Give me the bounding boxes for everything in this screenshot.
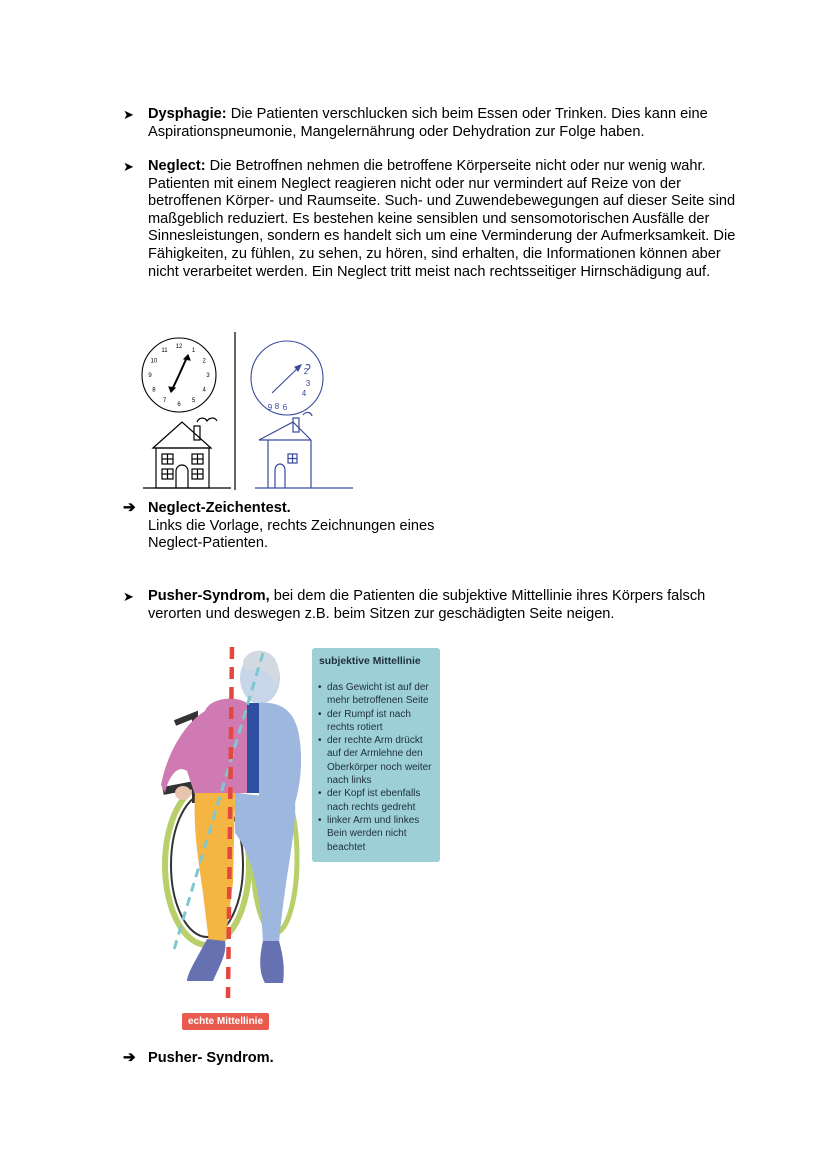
clock-numeral: 4 (301, 389, 307, 398)
infobox-item: • der Kopf ist ebenfalls nach rechts gedreht (318, 787, 438, 814)
infobox-item: • der Rumpf ist nach rechts rotiert (318, 708, 438, 735)
pusher-term: Pusher-Syndrom, (148, 588, 270, 604)
infobox-list (318, 681, 438, 854)
neglect-term: Neglect: (148, 158, 206, 174)
clock-numeral: 8 (274, 402, 280, 411)
arrowhead-bullet-icon: ➤ (123, 589, 134, 604)
clock-numeral: 4 (202, 387, 206, 394)
clock-numeral: 3 (206, 373, 210, 379)
infobox-item: • das Gewicht ist auf der mehr betroffenen Seite (318, 681, 438, 708)
arrowhead-bullet-icon: ➤ (123, 159, 134, 174)
right-arrow-icon: ➔ (123, 1049, 136, 1066)
clock-numeral: 1 (191, 347, 196, 354)
neglect-text: Die Betroffnen nehmen die betroffene Körperseite nicht oder nur wenig wahr. Patienten mit einem Neglect reagieren nicht oder nur vermindert auf Reize von der betroffenen Körper- und Raumseite. Such- und Zuwendebewegungen auf dieser Seite sind maßgeblich reduziert. Es bestehen keine sensiblen und sensomotorischen Ausfälle der Sinnesleistungen, sondern es handelt sich um eine Verminderung der Aufmerksamkeit. Die Fähigkeiten, zu fühlen, zu sehen, zu hören, sind erhalten, die Informationen können aber nicht verarbeitet werden. Ein Neglect tritt meist nach rechtsseitiger Hirnschädigung auf. (148, 158, 736, 280)
pusher-figure-caption (123, 1050, 743, 1068)
neglect-paragraph (123, 158, 743, 281)
caption-title: Neglect-Zeichentest. (148, 500, 291, 516)
clock-numeral: 6 (282, 403, 288, 412)
pusher-text: bei dem die Patienten die subjektive Mittellinie ihres Körpers falsch verorten und deswegen z.B. beim Sitzen zur geschädigten Seite neigen. (148, 588, 706, 622)
caption-title: Pusher- Syndrom. (148, 1050, 274, 1066)
clock-numeral: 12 (175, 344, 183, 350)
dysphagie-paragraph (123, 106, 743, 141)
true-midline-label: echte Mittellinie (182, 1013, 269, 1030)
infobox-title: subjektive Mittellinie (319, 656, 421, 667)
pusher-paragraph (123, 588, 743, 623)
caption-line: Neglect-Patienten. (148, 535, 269, 552)
clock-numeral: 9 (148, 373, 152, 379)
clock-numeral: 5 (191, 398, 196, 405)
dysphagie-term: Dysphagie: (148, 106, 227, 122)
right-arrow-icon: ➔ (123, 499, 136, 516)
patient-house (255, 412, 353, 488)
patient-clock-numbers (268, 367, 311, 412)
clock-numeral: 3 (305, 379, 311, 388)
template-house (143, 418, 231, 488)
clock-numeral: 11 (161, 347, 168, 354)
caption-line: Links die Vorlage, rechts Zeichnungen eines (148, 517, 435, 534)
infobox-item: • linker Arm und linkes Bein werden nicht beachtet (318, 814, 438, 854)
clock-numeral: 10 (150, 358, 158, 365)
clock-numeral: 6 (177, 402, 181, 408)
subjective-midline-infobox (312, 648, 440, 862)
arrowhead-bullet-icon: ➤ (123, 107, 134, 122)
clock-numeral: 8 (152, 387, 156, 394)
neglect-drawing-test-figure (135, 330, 360, 492)
dysphagie-text: Die Patienten verschlucken sich beim Essen oder Trinken. Dies kann eine Aspirationspneumonie, Mangelernährung oder Dehydration zur Folge haben. (148, 106, 708, 140)
clock-numeral: 2 (303, 367, 309, 376)
clock-numeral: 7 (162, 398, 167, 405)
neglect-figure-caption (123, 500, 743, 553)
clock-numeral: 2 (202, 358, 206, 365)
clock-numeral: 9 (267, 403, 273, 412)
infobox-item: • der rechte Arm drückt auf der Armlehne den Oberkörper noch weiter nach links (318, 734, 438, 787)
